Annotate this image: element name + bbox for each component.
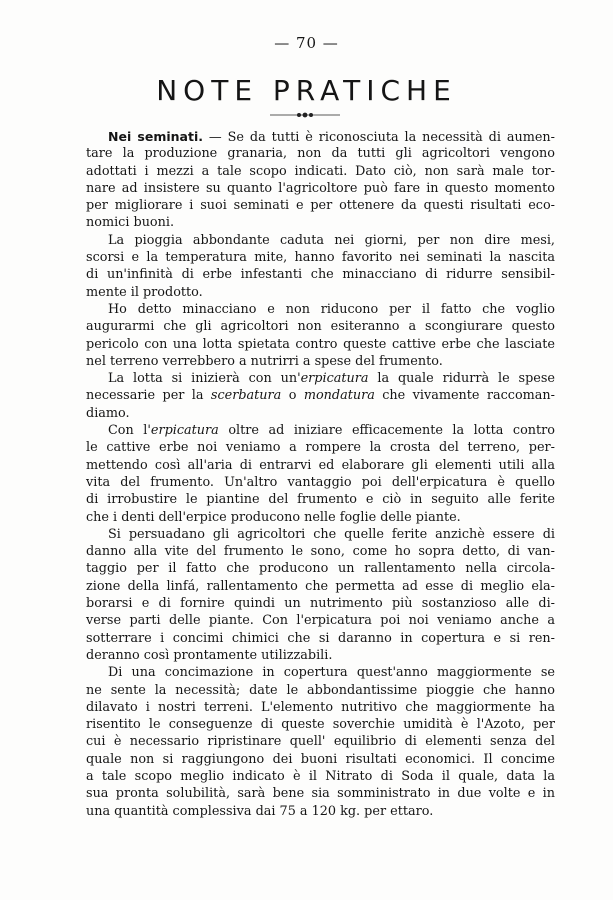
text-line	[86, 682, 555, 699]
text-line	[86, 232, 555, 249]
text-segment: verse parti delle piante. Con l'erpicatura poi noi veniamo anche a	[86, 613, 555, 629]
text-segment: La lotta si inizierà con un'	[108, 371, 301, 387]
text-line	[86, 664, 555, 681]
text-segment: risentito le conseguenze di queste soverchie umidità è l'Azoto, per	[86, 717, 555, 733]
text-line	[86, 768, 555, 785]
text-line	[86, 266, 555, 283]
text-segment: — Se da tutti è riconosciuta la necessità di aumen-	[203, 130, 555, 145]
text-segment: deranno così prontamente utilizzabili.	[86, 647, 333, 663]
text-line	[86, 336, 555, 353]
text-segment: che vivamente raccoman-	[374, 388, 555, 404]
text-line	[86, 803, 555, 820]
text-line	[86, 145, 555, 162]
text-segment: Ho detto minacciano e non riducono per il fatto che voglio	[108, 301, 555, 317]
section-heading: Nei seminati.	[108, 129, 203, 144]
text-line	[86, 699, 555, 716]
text-line	[86, 785, 555, 802]
text-segment: quale non si raggiungono dei buoni risultati economici. Il concime	[86, 751, 555, 767]
text-segment: a tale scopo meglio indicato è il Nitrato di Soda il quale, data la	[86, 768, 555, 784]
text-line	[86, 405, 555, 422]
paragraph	[86, 664, 555, 820]
text-line	[86, 214, 555, 231]
italic-term: mondatura	[303, 388, 375, 404]
text-segment: che i denti dell'erpice producono nelle foglie delle piante.	[86, 509, 461, 525]
paragraph	[86, 526, 555, 664]
text-line	[86, 128, 555, 145]
text-line	[86, 318, 555, 335]
text-segment: ne sente la necessità; date le abbondantissime pioggie che hanno	[86, 682, 555, 698]
text-segment: pericolo con una lotta spietata contro queste cattive erbe che lasciate	[86, 336, 555, 352]
text-segment: diamo.	[86, 405, 130, 421]
text-segment: la quale ridurrà le spese	[368, 371, 555, 387]
text-segment: sua pronta solubilità, sarà bene sia somministrato in due volte e in	[86, 786, 555, 802]
paragraph	[86, 301, 555, 370]
text-line	[86, 197, 555, 214]
text-line	[86, 526, 555, 543]
text-segment: taggio per il fatto che producono un rallentamento nella circola-	[86, 561, 555, 577]
text-segment: cui è necessario ripristinare quell' equilibrio di elementi senza del	[86, 734, 555, 750]
text-segment: mente il prodotto.	[86, 284, 203, 300]
text-line	[86, 370, 555, 387]
italic-term: erpicatura	[300, 371, 369, 387]
text-line	[86, 387, 555, 404]
text-line	[86, 733, 555, 750]
text-line	[86, 630, 555, 647]
text-line	[86, 474, 555, 491]
text-line	[86, 457, 555, 474]
page-number: — 70 —	[274, 34, 339, 52]
paragraph	[86, 232, 555, 301]
text-line	[86, 491, 555, 508]
text-segment: Con l'	[108, 423, 151, 439]
text-segment: una quantità complessiva dai 75 a 120 kg. per ettaro.	[86, 803, 434, 819]
text-segment: zione della linfá, rallentamento che permetta ad esse di meglio ela-	[86, 578, 555, 594]
article-body	[86, 128, 555, 820]
text-line	[86, 560, 555, 577]
text-line	[86, 595, 555, 612]
text-segment: Di una concimazione in copertura quest'anno maggiormente se	[108, 665, 555, 681]
paragraph	[86, 422, 555, 526]
text-line	[86, 249, 555, 266]
paragraph	[86, 370, 555, 422]
text-segment: oltre ad iniziare efficacemente la lotta contro	[218, 423, 556, 439]
text-segment: danno alla vite del frumento le sono, come ho sopra detto, di van-	[86, 544, 555, 560]
text-line	[86, 301, 555, 318]
text-segment: mettendo così all'aria di entrarvi ed elaborare gli elementi utili alla	[86, 457, 555, 473]
text-segment: Si persuadano gli agricoltori che quelle ferite anzichè essere di	[108, 526, 555, 542]
text-segment: scorsi e la temperatura mite, hanno favorito nei seminati la nascita	[86, 250, 555, 266]
text-segment: o	[281, 388, 304, 404]
ornament-divider-icon	[270, 111, 340, 119]
page-title: NOTE PRATICHE	[156, 74, 457, 107]
text-line	[86, 647, 555, 664]
text-segment: le cattive erbe noi veniamo a rompere la crosta del terreno, per-	[86, 440, 555, 456]
text-line	[86, 353, 555, 370]
text-line	[86, 612, 555, 629]
text-segment: di un'infinità di erbe infestanti che minacciano di ridurre sensibil-	[86, 267, 555, 283]
text-segment: tare la produzione granaria, non da tutti gli agricoltori vengono	[86, 146, 555, 162]
text-segment: vita del frumento. Un'altro vantaggio poi dell'erpicatura è quello	[86, 474, 555, 490]
text-segment: nare ad insistere su quanto l'agricoltore può fare in questo momento	[86, 180, 555, 196]
text-line	[86, 284, 555, 301]
text-segment: necessarie per la	[86, 388, 211, 404]
text-segment: nel terreno verrebbero a nutrirri a spese del frumento.	[86, 353, 443, 369]
text-line	[86, 163, 555, 180]
text-segment: di irrobustire le piantine del frumento e ciò in seguito alle ferite	[86, 492, 555, 508]
text-segment: La pioggia abbondante caduta nei giorni, per non dire mesi,	[108, 232, 555, 248]
text-line	[86, 439, 555, 456]
text-line	[86, 578, 555, 595]
text-line	[86, 180, 555, 197]
text-segment: sotterrare i concimi chimici che si daranno in copertura e si ren-	[86, 630, 555, 646]
text-line	[86, 543, 555, 560]
italic-term: scerbatura	[210, 388, 282, 404]
paragraph	[86, 128, 555, 232]
text-line	[86, 751, 555, 768]
text-segment: per migliorare i suoi seminati e per ottenere da questi risultati eco-	[86, 198, 555, 214]
text-segment: borarsi e di fornire quindi un nutrimento più sostanzioso alle di-	[86, 596, 555, 612]
text-line	[86, 509, 555, 526]
text-segment: adottati i mezzi a tale scopo indicati. Dato ciò, non sarà male tor-	[86, 163, 555, 179]
text-segment: nomici buoni.	[86, 215, 175, 231]
text-segment: dilavato i nostri terreni. L'elemento nutritivo che maggiormente ha	[86, 699, 555, 715]
text-line	[86, 716, 555, 733]
text-segment: augurarmi che gli agricoltori non esiteranno a scongiurare questo	[86, 319, 555, 335]
text-line	[86, 422, 555, 439]
italic-term: erpicatura	[150, 423, 219, 439]
